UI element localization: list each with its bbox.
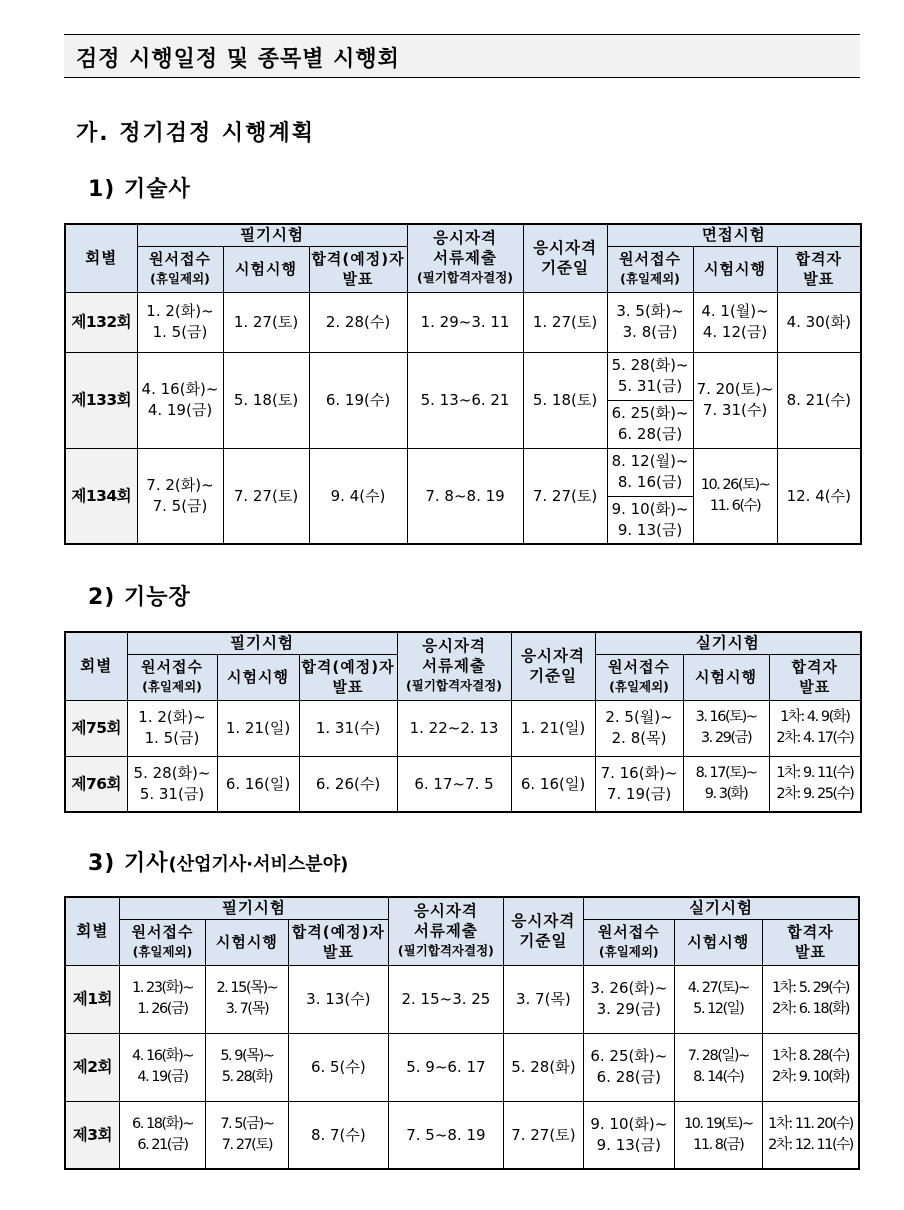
col-interview-exam: 시험시행	[693, 246, 777, 292]
heading-master-craftsman: 2) 기능장	[88, 585, 191, 610]
base-date: 6. 16(일)	[511, 756, 595, 812]
col-base-date: 응시자격 기준일	[503, 897, 583, 965]
final-date: 1차: 5. 29(수) 2차: 6. 18(화)	[762, 965, 859, 1033]
round-label: 제132회	[65, 292, 137, 352]
exam-period: 7. 5(금)~ 7. 27(토)	[206, 1101, 288, 1169]
col-interview-apply: 원서접수 (휴일제외)	[607, 246, 693, 292]
base-date: 7. 27(토)	[523, 448, 607, 544]
col-round: 회별	[65, 224, 137, 292]
col-exam: 시험시행	[206, 919, 288, 965]
table-master-craftsman	[64, 631, 862, 813]
practical-exam: 4. 27(토)~ 5. 12(일)	[674, 965, 762, 1033]
docs-period: 5. 13~6. 21	[407, 352, 523, 448]
interview-exam: 7. 20(토)~ 7. 31(수)	[693, 352, 777, 448]
col-apply: 원서접수 (휴일제외)	[137, 246, 223, 292]
interview-exam: 4. 1(월)~ 4. 12(금)	[693, 292, 777, 352]
table-row	[65, 448, 861, 496]
practical-apply: 2. 5(월)~ 2. 8(목)	[595, 700, 683, 756]
col-apply: 원서접수 (휴일제외)	[127, 654, 217, 700]
apply-period: 1. 2(화)~ 1. 5(금)	[127, 700, 217, 756]
round-label: 제2회	[65, 1033, 119, 1101]
heading-engineer: 1) 기술사	[88, 177, 191, 202]
docs-period: 1. 29~3. 11	[407, 292, 523, 352]
final-date: 12. 4(수)	[777, 448, 861, 544]
pass-date: 8. 7(수)	[288, 1101, 389, 1169]
pass-date: 6. 26(수)	[299, 756, 397, 812]
final-date: 1차: 9. 11(수) 2차: 9. 25(수)	[769, 756, 861, 812]
col-practical-group: 실기시험	[595, 632, 861, 654]
table-row	[65, 1033, 859, 1101]
pass-date: 9. 4(수)	[309, 448, 407, 544]
col-pass: 합격(예정)자 발표	[288, 919, 389, 965]
pass-date: 1. 31(수)	[299, 700, 397, 756]
page-title: 검정 시행일정 및 종목별 시행회	[76, 47, 400, 72]
col-docs: 응시자격 서류제출 (필기합격자결정)	[407, 224, 523, 292]
base-date: 3. 7(목)	[503, 965, 583, 1033]
col-final: 합격자 발표	[762, 919, 859, 965]
exam-period: 2. 15(목)~ 3. 7(목)	[206, 965, 288, 1033]
interview-exam: 10. 26(토)~ 11. 6(수)	[693, 448, 777, 544]
apply-period: 6. 18(화)~ 6. 21(금)	[119, 1101, 205, 1169]
col-exam: 시험시행	[217, 654, 299, 700]
practical-exam: 10. 19(토)~ 11. 8(금)	[674, 1101, 762, 1169]
practical-apply: 6. 25(화)~ 6. 28(금)	[584, 1033, 674, 1101]
col-written-group: 필기시험	[137, 224, 407, 246]
docs-period: 2. 15~3. 25	[389, 965, 504, 1033]
final-date: 1차: 4. 9(화) 2차: 4. 17(수)	[769, 700, 861, 756]
round-label: 제3회	[65, 1101, 119, 1169]
col-pass: 합격(예정)자 발표	[299, 654, 397, 700]
base-date: 1. 21(일)	[511, 700, 595, 756]
col-written-group: 필기시험	[119, 897, 388, 919]
docs-period: 6. 17~7. 5	[397, 756, 511, 812]
exam-date: 6. 16(일)	[217, 756, 299, 812]
docs-period: 5. 9~6. 17	[389, 1033, 504, 1101]
col-exam: 시험시행	[223, 246, 309, 292]
practical-exam: 7. 28(일)~ 8. 14(수)	[674, 1033, 762, 1101]
col-round: 회별	[65, 897, 119, 965]
col-final: 합격자 발표	[777, 246, 861, 292]
col-practical-apply: 원서접수 (휴일제외)	[595, 654, 683, 700]
table-row	[65, 292, 861, 352]
final-date: 1차: 8. 28(수) 2차: 9. 10(화)	[762, 1033, 859, 1101]
final-date: 8. 21(수)	[777, 352, 861, 448]
round-label: 제76회	[65, 756, 127, 812]
practical-exam: 8. 17(토)~ 9. 3(화)	[683, 756, 769, 812]
apply-period: 4. 16(화)~ 4. 19(금)	[137, 352, 223, 448]
base-date: 5. 28(화)	[503, 1033, 583, 1101]
pass-date: 6. 5(수)	[288, 1033, 389, 1101]
col-pass: 합격(예정)자 발표	[309, 246, 407, 292]
exam-date: 1. 21(일)	[217, 700, 299, 756]
practical-apply: 9. 10(화)~ 9. 13(금)	[584, 1101, 674, 1169]
interview-apply: 3. 5(화)~ 3. 8(금)	[607, 292, 693, 352]
practical-apply: 3. 26(화)~ 3. 29(금)	[584, 965, 674, 1033]
final-date: 4. 30(화)	[777, 292, 861, 352]
apply-period: 1. 23(화)~ 1. 26(금)	[119, 965, 205, 1033]
practical-exam: 3. 16(토)~ 3. 29(금)	[683, 700, 769, 756]
col-interview-group: 면접시험	[607, 224, 861, 246]
round-label: 제1회	[65, 965, 119, 1033]
col-practical-apply: 원서접수 (휴일제외)	[584, 919, 674, 965]
table-row	[65, 700, 861, 756]
table-row	[65, 1101, 859, 1169]
interview-apply-2: 9. 10(화)~ 9. 13(금)	[607, 496, 693, 544]
exam-date: 7. 27(토)	[223, 448, 309, 544]
table-row	[65, 965, 859, 1033]
round-label: 제133회	[65, 352, 137, 448]
col-practical-exam: 시험시행	[683, 654, 769, 700]
pass-date: 3. 13(수)	[288, 965, 389, 1033]
table-row	[65, 352, 861, 400]
exam-date: 1. 27(토)	[223, 292, 309, 352]
interview-apply-1: 8. 12(월)~ 8. 16(금)	[607, 448, 693, 496]
exam-period: 5. 9(목)~ 5. 28(화)	[206, 1033, 288, 1101]
table-row	[65, 756, 861, 812]
col-base-date: 응시자격 기준일	[511, 632, 595, 700]
base-date: 7. 27(토)	[503, 1101, 583, 1169]
heading-engineer-industrial: 3) 기사(산업기사·서비스분야)	[88, 851, 349, 876]
col-apply: 원서접수 (휴일제외)	[119, 919, 205, 965]
col-practical-exam: 시험시행	[674, 919, 762, 965]
exam-date: 5. 18(토)	[223, 352, 309, 448]
docs-period: 7. 8~8. 19	[407, 448, 523, 544]
col-final: 합격자 발표	[769, 654, 861, 700]
docs-period: 7. 5~8. 19	[389, 1101, 504, 1169]
pass-date: 6. 19(수)	[309, 352, 407, 448]
round-label: 제134회	[65, 448, 137, 544]
interview-apply-1: 5. 28(화)~ 5. 31(금)	[607, 352, 693, 400]
section-title: 가. 정기검정 시행계획	[76, 121, 315, 146]
apply-period: 7. 2(화)~ 7. 5(금)	[137, 448, 223, 544]
col-base-date: 응시자격 기준일	[523, 224, 607, 292]
round-label: 제75회	[65, 700, 127, 756]
table-professional-engineer	[64, 223, 862, 545]
col-docs: 응시자격 서류제출 (필기합격자결정)	[389, 897, 504, 965]
base-date: 5. 18(토)	[523, 352, 607, 448]
interview-apply-2: 6. 25(화)~ 6. 28(금)	[607, 400, 693, 448]
apply-period: 5. 28(화)~ 5. 31(금)	[127, 756, 217, 812]
apply-period: 1. 2(화)~ 1. 5(금)	[137, 292, 223, 352]
col-docs: 응시자격 서류제출 (필기합격자결정)	[397, 632, 511, 700]
col-written-group: 필기시험	[127, 632, 397, 654]
apply-period: 4. 16(화)~ 4. 19(금)	[119, 1033, 205, 1101]
practical-apply: 7. 16(화)~ 7. 19(금)	[595, 756, 683, 812]
col-practical-group: 실기시험	[584, 897, 859, 919]
base-date: 1. 27(토)	[523, 292, 607, 352]
table-engineer-industrial	[64, 896, 860, 1170]
page-title-bar	[64, 34, 860, 78]
final-date: 1차: 11. 20(수) 2차: 12. 11(수)	[762, 1101, 859, 1169]
pass-date: 2. 28(수)	[309, 292, 407, 352]
col-round: 회별	[65, 632, 127, 700]
docs-period: 1. 22~2. 13	[397, 700, 511, 756]
